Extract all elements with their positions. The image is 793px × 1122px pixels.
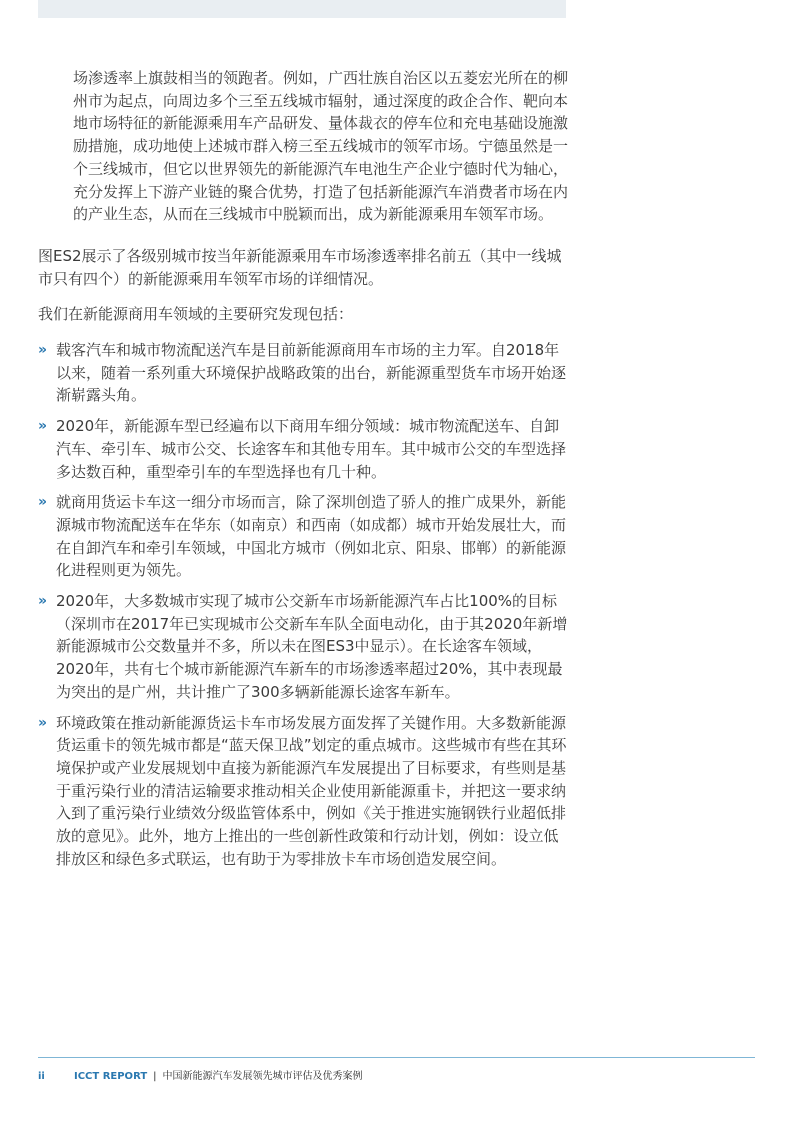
bullet-chevron-icon: » [38, 342, 48, 359]
paragraph-figure-es2: 图ES2展示了各级别城市按当年新能源乘用车市场渗透率排名前五（其中一线城市只有四个）的新能源乘用车领军市场的详细情况。 [38, 246, 562, 288]
list-item-text: 就商用货运卡车这一细分市场而言，除了深圳创造了骄人的推广成果外，新能源城市物流配送车在华东（如南京）和西南（如成都）城市开始发展壮大，而在自卸汽车和牵引车领域，中国北方城市（例如北京、阳泉、邯郸）的新能源化进程则更为领先。 [56, 493, 567, 580]
body-content [38, 67, 568, 879]
page-number: ii [38, 1071, 45, 1082]
list-item [38, 339, 568, 407]
bullet-chevron-icon: » [38, 714, 48, 731]
page-footer [38, 1071, 363, 1083]
report-brand: ICCT REPORT [74, 1071, 148, 1082]
list-item [38, 712, 568, 871]
header-shaded-box [38, 0, 566, 18]
footer-separator: | [153, 1071, 157, 1082]
report-title: 中国新能源汽车发展领先城市评估及优秀案例 [162, 1071, 363, 1082]
list-item-text: 载客汽车和城市物流配送汽车是目前新能源商用车市场的主力军。自2018年以来，随着一系列重大环境保护战略政策的出台，新能源重型货车市场开始逐渐崭露头角。 [56, 341, 567, 405]
bullet-chevron-icon: » [38, 418, 48, 435]
paragraph-findings-intro: 我们在新能源商用车领域的主要研究发现包括： [38, 305, 354, 324]
list-item [38, 491, 568, 582]
list-item [38, 590, 568, 704]
list-item-text: 2020年，新能源车型已经遍布以下商用车细分领域：城市物流配送车、自卸汽车、牵引车、城市公交、长途客车和其他专用车。其中城市公交的车型选择多达数百种，重型牵引车的车型选择也有几十种。 [56, 417, 567, 481]
list-item-text: 2020年，大多数城市实现了城市公交新车市场新能源汽车占比100%的目标（深圳市在2017年已实现城市公交新车车队全面电动化，由于其2020年新增新能源城市公交数量并不多，所以未在图ES3中显示）。在长途客车领域，2020年，共有七个城市新能源汽车新车的市场渗透率超过20%，其中表现最为突出的是广州，共计推广了300多辆新能源长途客车新车。 [56, 592, 568, 701]
findings-list [38, 339, 568, 870]
footer-divider [38, 1057, 755, 1058]
quote-block: 场渗透率上旗鼓相当的领跑者。例如，广西壮族自治区以五菱宏光所在的柳州市为起点，向周边多个三至五线城市辐射，通过深度的政企合作、靶向本地市场特征的新能源乘用车产品研发、量体裁衣的停车位和充电基础设施激励措施，成功地使上述城市群入榜三至五线城市的领军市场。宁德虽然是一个三线城市，但它以世界领先的新能源汽车电池生产企业宁德时代为轴心，充分发挥上下游产业链的聚合优势，打造了包括新能源汽车消费者市场在内的产业生态，从而在三线城市中脱颖而出，成为新能源乘用车领军市场。 [73, 69, 569, 224]
bullet-chevron-icon: » [38, 494, 48, 511]
list-item-text: 环境政策在推动新能源货运卡车市场发展方面发挥了关键作用。大多数新能源货运重卡的领先城市都是“蓝天保卫战”划定的重点城市。这些城市有些在其环境保护或产业发展规划中直接为新能源汽车发展提出了目标要求，有些则是基于重污染行业的清洁运输要求推动相关企业使用新能源重卡，并把这一要求纳入到了重污染行业绩效分级监管体系中，例如《关于推进实施钢铁行业超低排放的意见》。此外，地方上推出的一些创新性政策和行动计划，例如：设立低排放区和绿色多式联运，也有助于为零排放卡车市场创造发展空间。 [56, 713, 567, 868]
bullet-chevron-icon: » [38, 593, 48, 610]
list-item [38, 415, 568, 483]
